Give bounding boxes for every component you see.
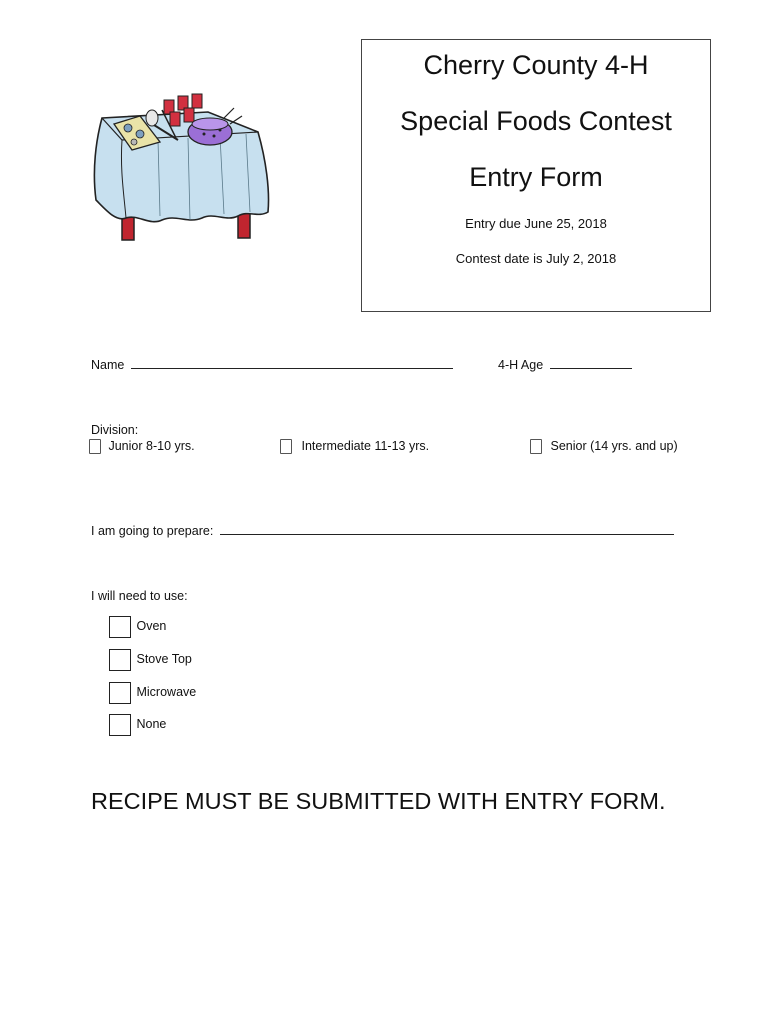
food-table-illustration xyxy=(88,90,274,246)
stove-top-checkbox[interactable] xyxy=(109,649,131,671)
age-input-line[interactable] xyxy=(550,357,632,369)
junior-checkbox[interactable] xyxy=(89,439,101,454)
microwave-checkbox[interactable] xyxy=(109,682,131,704)
division-option-intermediate[interactable] xyxy=(280,439,429,454)
equipment-option-stove-top[interactable] xyxy=(109,649,192,671)
senior-checkbox[interactable] xyxy=(530,439,542,454)
name-input-line[interactable] xyxy=(131,357,453,369)
age-label: 4-H Age xyxy=(498,358,544,372)
prepare-input-line[interactable] xyxy=(220,523,674,535)
none-checkbox[interactable] xyxy=(109,714,131,736)
form-contest-title: Special Foods Contest xyxy=(400,106,672,136)
prepare-field-row xyxy=(91,523,674,538)
equipment-option-microwave[interactable] xyxy=(109,682,196,704)
oven-checkbox[interactable] xyxy=(109,616,131,638)
equipment-label: I will need to use: xyxy=(91,589,188,603)
recipe-requirement-note: RECIPE MUST BE SUBMITTED WITH ENTRY FORM. xyxy=(91,788,666,814)
contest-date: Contest date is July 2, 2018 xyxy=(455,251,617,266)
form-org-title: Cherry County 4-H xyxy=(423,50,649,80)
division-label: Division: xyxy=(91,423,139,437)
entry-due-date: Entry due June 25, 2018 xyxy=(465,216,607,231)
stove-top-label: Stove Top xyxy=(136,652,192,667)
senior-label: Senior (14 yrs. and up) xyxy=(550,439,678,453)
name-field-row xyxy=(91,357,453,372)
name-label: Name xyxy=(91,358,125,372)
intermediate-label: Intermediate 11-13 yrs. xyxy=(301,439,430,453)
microwave-label: Microwave xyxy=(136,685,197,700)
food-table-icon xyxy=(88,90,274,246)
equipment-option-none[interactable] xyxy=(109,714,166,736)
prepare-label: I am going to prepare: xyxy=(91,524,214,538)
none-label: None xyxy=(136,717,167,732)
equipment-option-oven[interactable] xyxy=(109,616,166,638)
division-option-junior[interactable] xyxy=(89,439,195,454)
title-box xyxy=(361,39,711,312)
intermediate-checkbox[interactable] xyxy=(280,439,292,454)
junior-label: Junior 8-10 yrs. xyxy=(108,439,195,453)
age-field-row xyxy=(498,357,632,372)
oven-label: Oven xyxy=(136,619,167,634)
division-option-senior[interactable] xyxy=(530,439,678,454)
form-title: Entry Form xyxy=(469,162,603,192)
